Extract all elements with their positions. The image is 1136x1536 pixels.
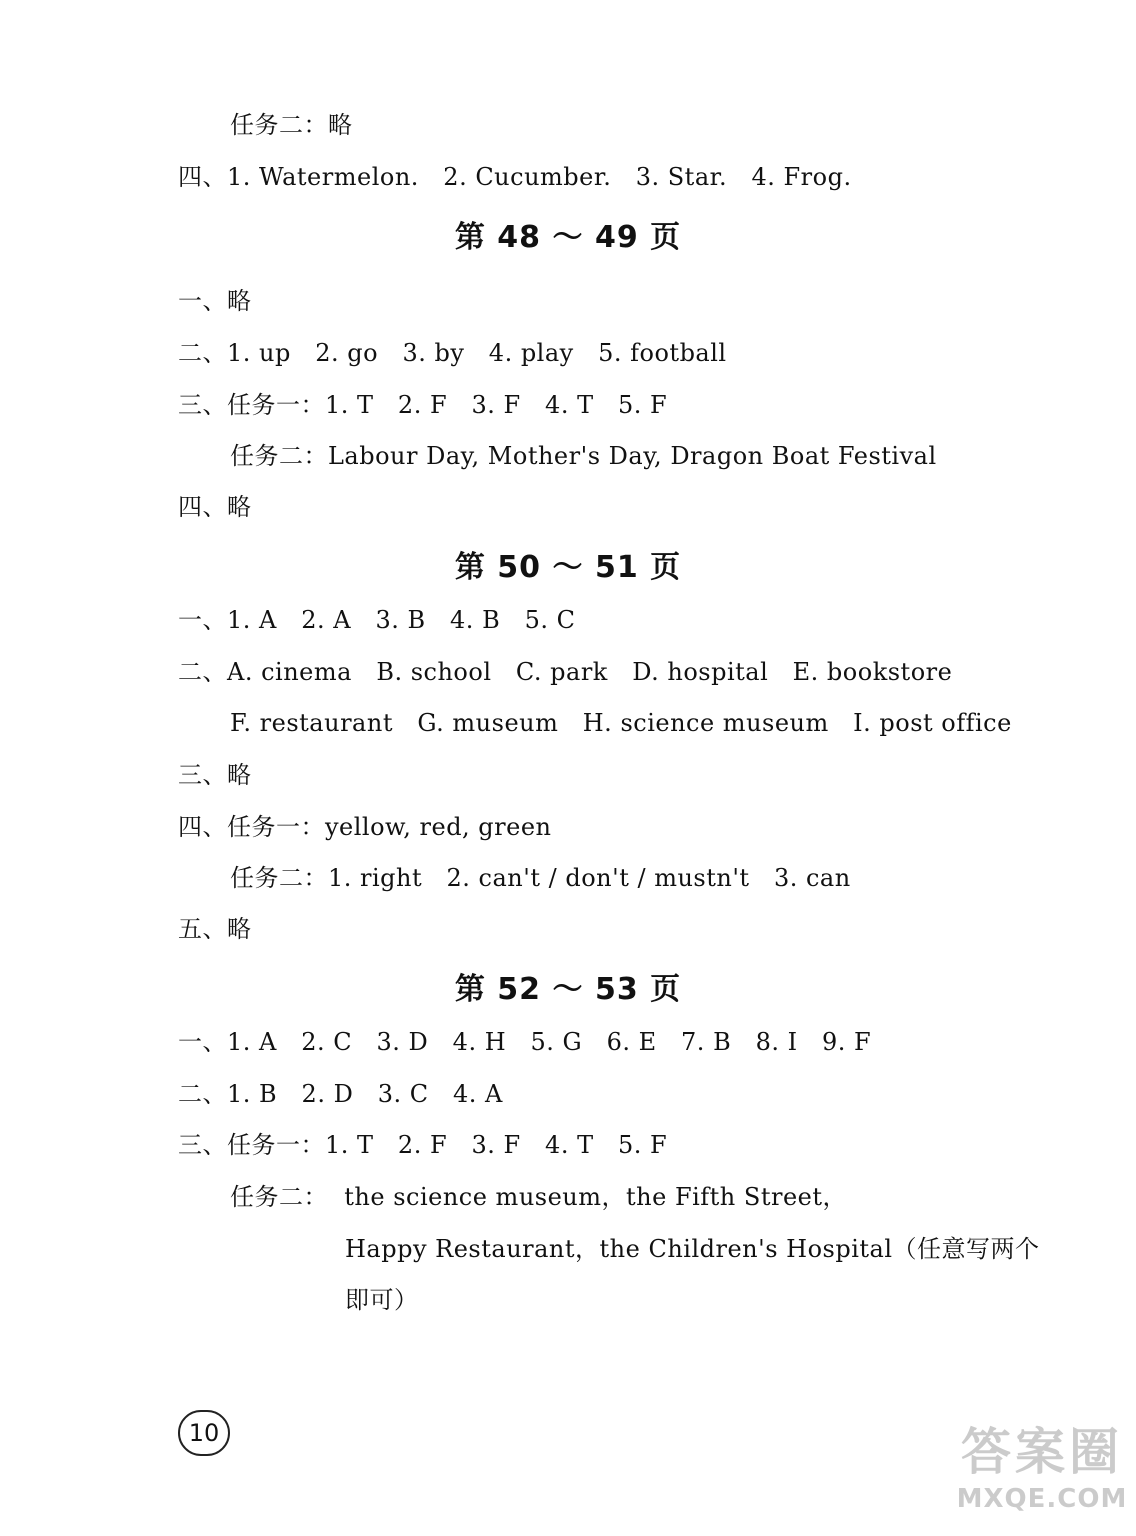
section-heading: 第 52 ～ 53 页 xyxy=(454,972,682,1007)
section-heading: 第 48 ～ 49 页 xyxy=(454,220,682,255)
answer-line: 三、任务一：1. T 2. F 3. F 4. T 5. F xyxy=(178,1131,668,1159)
answer-line: 一、1. A 2. C 3. D 4. H 5. G 6. E 7. B 8. I 9. F xyxy=(178,1028,872,1056)
answer-line: 二、A. cinema B. school C. park D. hospital E. bookstore xyxy=(178,658,953,686)
answer-line: 四、略 xyxy=(178,493,252,521)
answer-line: 二、1. B 2. D 3. C 4. A xyxy=(178,1080,503,1108)
section-heading: 第 50 ～ 51 页 xyxy=(454,550,682,585)
answer-line: 四、任务一：yellow, red, green xyxy=(178,813,552,841)
answer-line: Happy Restaurant，the Children's Hospital（任意写两个 xyxy=(345,1235,1040,1263)
answer-line: 任务二：1. right 2. can't / don't / mustn't 3. can xyxy=(230,864,851,892)
answer-line: F. restaurant G. museum H. science museum I. post office xyxy=(230,709,1012,737)
answer-line: 五、略 xyxy=(178,915,252,943)
watermark-url: MXQE.COM xyxy=(956,1484,1128,1514)
answer-line: 任务二：略 xyxy=(230,111,353,139)
answer-line: 一、略 xyxy=(178,287,252,315)
answer-line: 三、略 xyxy=(178,761,252,789)
page-number: 10 xyxy=(178,1410,230,1456)
answer-line: 任务二： the science museum，the Fifth Street， xyxy=(230,1183,847,1211)
answer-line: 三、任务一：1. T 2. F 3. F 4. T 5. F xyxy=(178,391,668,419)
watermark-logo xyxy=(952,1422,1132,1532)
watermark-title: 答案圈 xyxy=(961,1423,1123,1481)
answer-line: 即可） xyxy=(345,1286,419,1314)
answer-line: 任务二：Labour Day, Mother's Day, Dragon Boat Festival xyxy=(230,442,937,470)
answer-line: 二、1. up 2. go 3. by 4. play 5. football xyxy=(178,339,727,367)
answer-line: 一、1. A 2. A 3. B 4. B 5. C xyxy=(178,606,576,634)
answer-line: 四、1. Watermelon. 2. Cucumber. 3. Star. 4. Frog. xyxy=(178,163,852,191)
